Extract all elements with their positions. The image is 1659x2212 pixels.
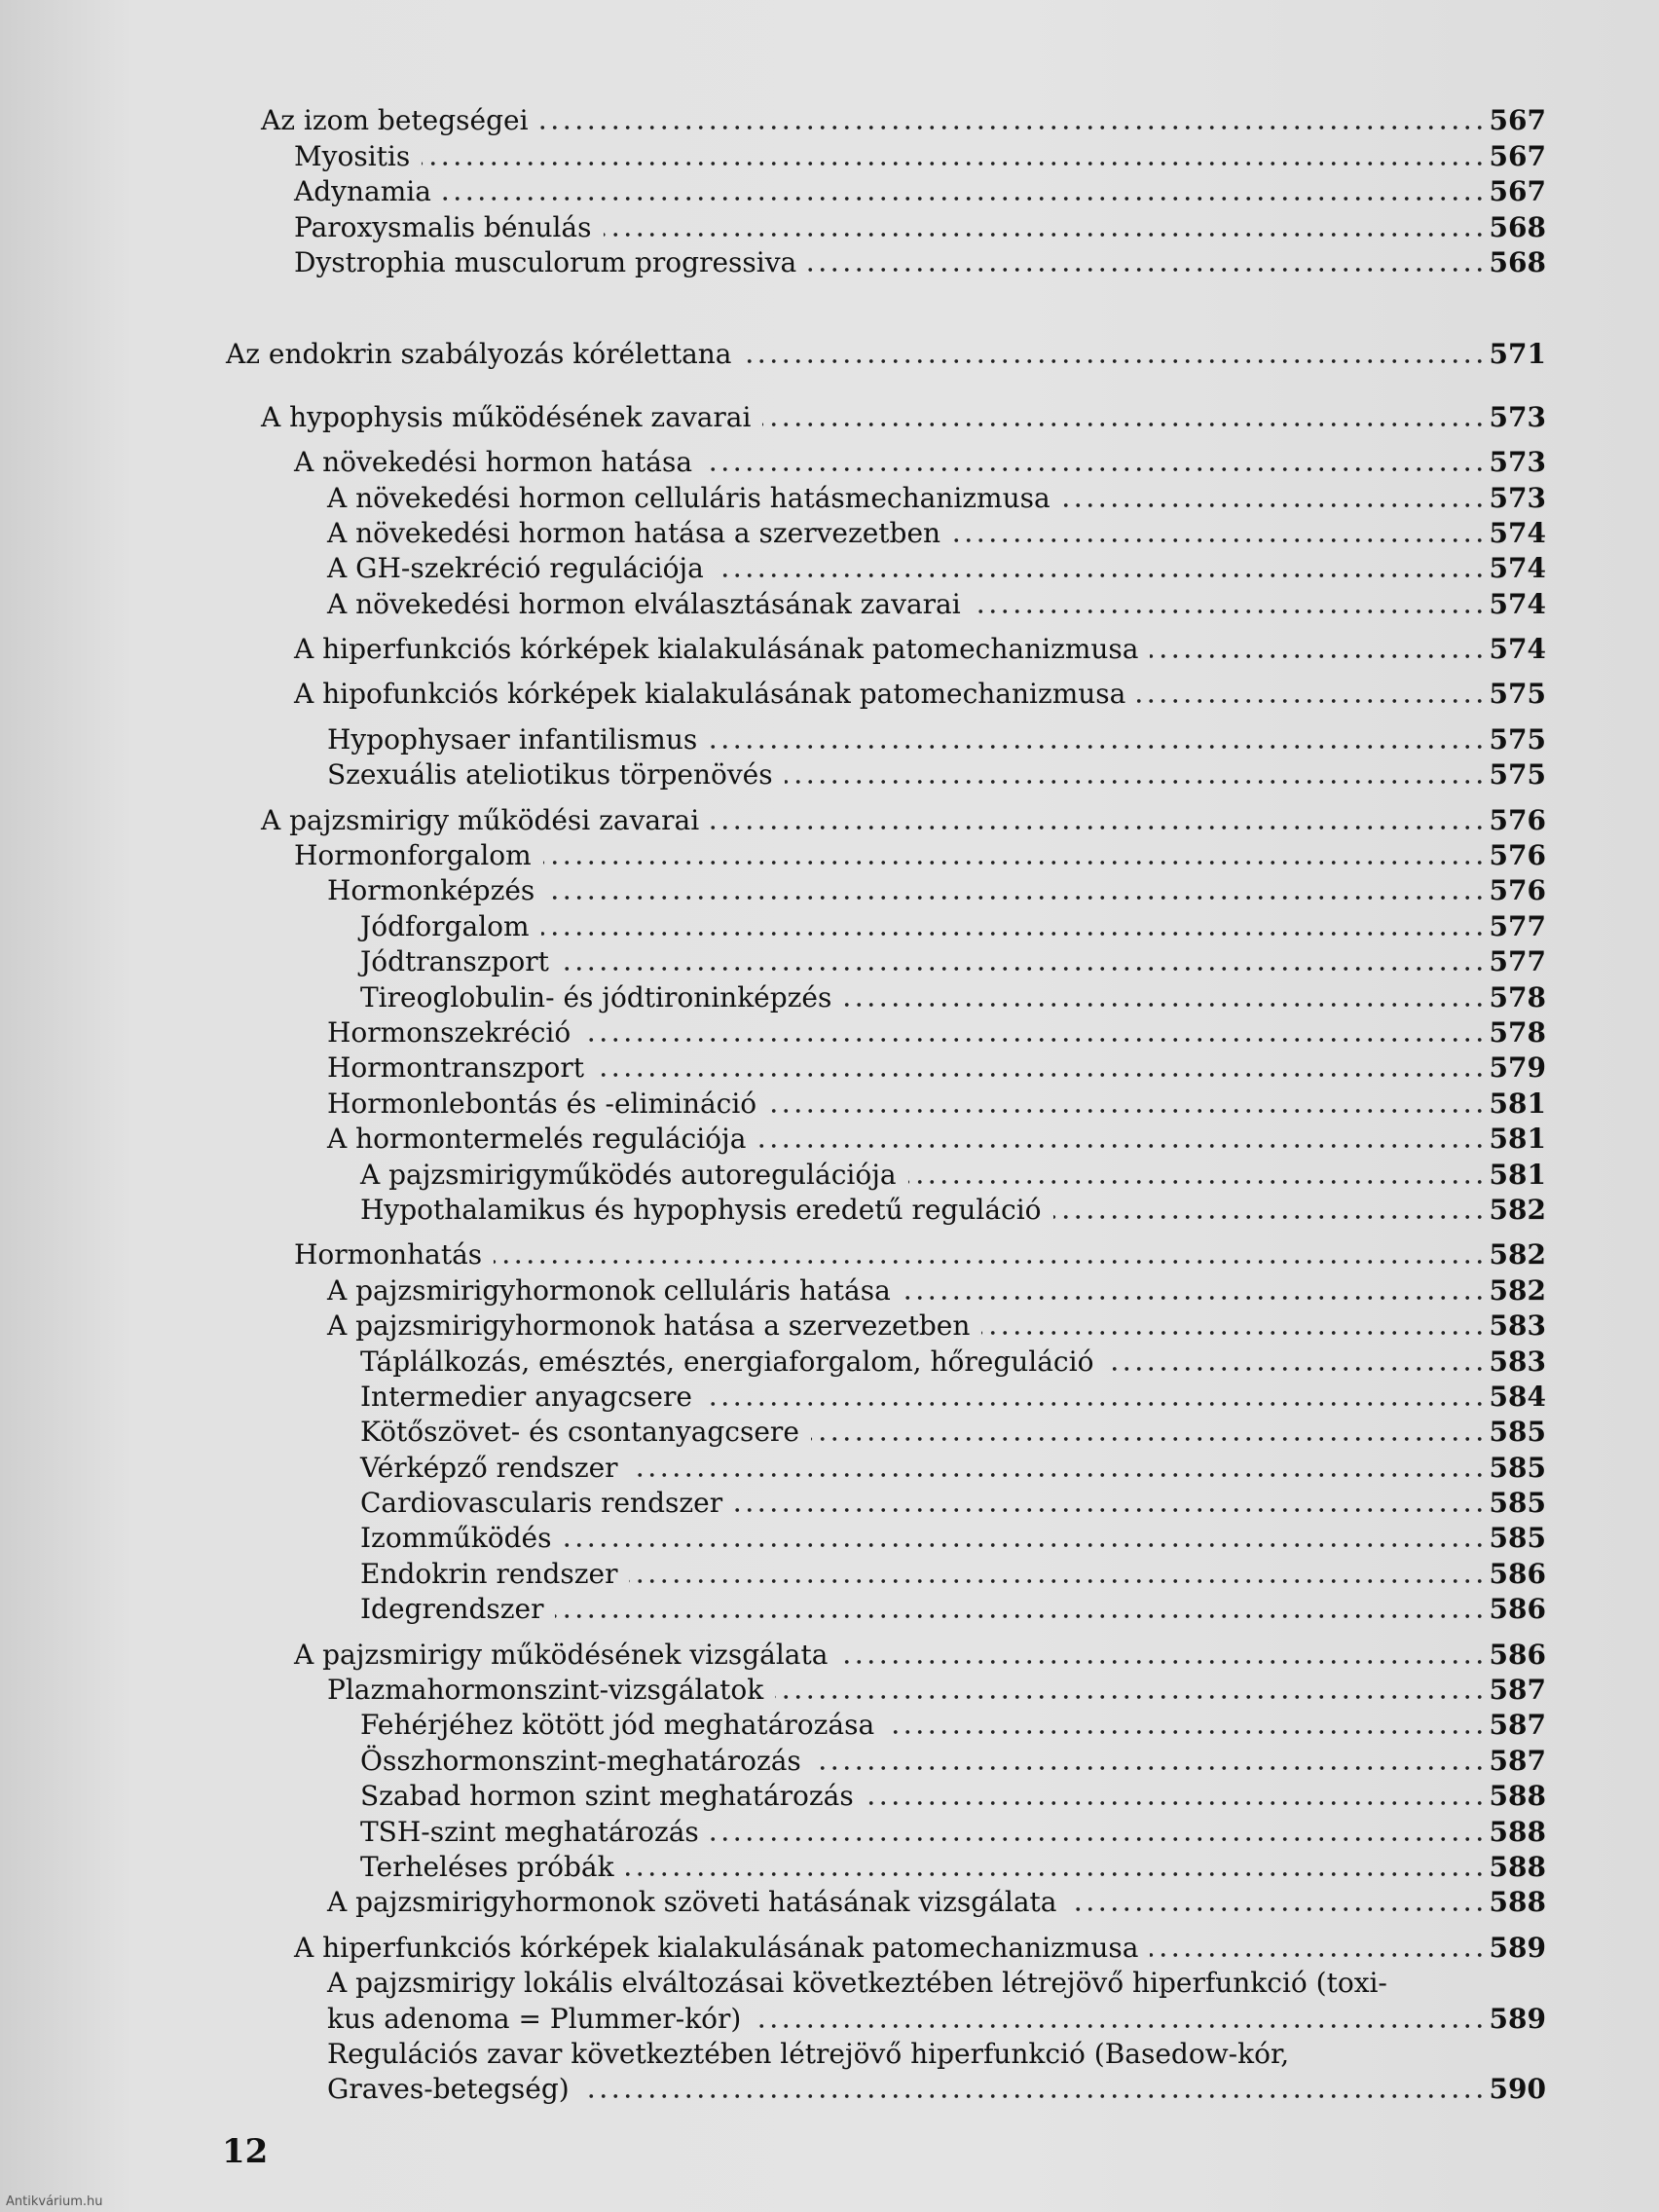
leader-dots	[422, 159, 1486, 168]
toc-entry	[0, 1488, 1659, 1523]
toc-entry	[0, 1675, 1659, 1710]
toc-entry-page: 583	[1489, 1309, 1546, 1343]
toc-entry-title: kus adenoma = Plummer-kór)	[327, 2002, 742, 2035]
toc-entry	[0, 1195, 1659, 1230]
leader-dots	[775, 1692, 1486, 1702]
leader-dots	[762, 420, 1486, 429]
toc-entry	[0, 1816, 1659, 1851]
leader-dots	[768, 1106, 1486, 1116]
toc-entry-page: 576	[1489, 839, 1546, 872]
toc-entry-title: Hypophysaer infantilismus	[327, 722, 698, 756]
leader-dots	[630, 1470, 1486, 1480]
leader-dots	[543, 858, 1486, 867]
toc-entry-page: 578	[1489, 1015, 1546, 1049]
leader-dots	[886, 1727, 1486, 1737]
toc-entry-page: 583	[1489, 1345, 1546, 1378]
section-gap	[0, 374, 1659, 401]
toc-entry-page: 575	[1489, 678, 1546, 711]
toc-entry-title: Az izom betegségei	[261, 104, 529, 137]
leader-dots	[1068, 1904, 1486, 1914]
toc-entry-title: Hormonlebontás és -elimináció	[327, 1087, 757, 1120]
leader-dots	[604, 230, 1486, 240]
leader-dots	[843, 1000, 1486, 1010]
toc-entry	[0, 1310, 1659, 1346]
toc-entry-title: Endokrin rendszer	[360, 1557, 618, 1590]
toc-entry-title: Adynamia	[294, 175, 431, 208]
toc-entry	[0, 1852, 1659, 1887]
toc-entry-page: 588	[1489, 1886, 1546, 1919]
toc-entry-title: A növekedési hormon hatása	[294, 446, 693, 479]
toc-entry-title: Graves-betegség)	[327, 2073, 570, 2106]
leader-dots	[1137, 696, 1486, 706]
watermark: Antikvárium.hu	[6, 2194, 103, 2209]
leader-dots	[973, 607, 1486, 616]
toc-entry	[0, 2003, 1659, 2038]
section-gap	[0, 437, 1659, 447]
section-gap	[0, 714, 1659, 723]
leader-dots	[711, 823, 1486, 832]
toc-entry-page: 579	[1489, 1051, 1546, 1085]
toc-entry-title: Idegrendszer	[360, 1593, 544, 1626]
toc-entry-page: 581	[1489, 1087, 1546, 1120]
toc-entry-title: A hiperfunkciós kórképek kialakulásának patomechanizmusa	[294, 633, 1139, 666]
toc-entry	[0, 339, 1659, 374]
toc-entry-page: 588	[1489, 1850, 1546, 1883]
toc-entry	[0, 723, 1659, 758]
leader-dots	[704, 464, 1486, 474]
toc-entry-title: Plazmahormonszint-vizsgálatok	[327, 1674, 764, 1707]
leader-dots	[582, 1035, 1486, 1045]
leader-dots	[839, 1657, 1486, 1667]
leader-dots	[561, 964, 1486, 974]
toc-entry-title: A hypophysis működésének zavarai	[261, 400, 752, 433]
toc-entry-title: Cardiovascularis rendszer	[360, 1487, 723, 1520]
toc-entry-title: A növekedési hormon celluláris hatásmechanizmusa	[327, 481, 1051, 514]
toc-entry	[0, 1239, 1659, 1274]
toc-entry-page: 567	[1489, 139, 1546, 172]
toc-entry	[0, 588, 1659, 623]
toc-entry	[0, 910, 1659, 945]
leader-dots	[811, 1434, 1486, 1444]
toc-entry-title: Szabad hormon szint meghatározás	[360, 1780, 854, 1813]
toc-entry	[0, 1088, 1659, 1123]
toc-entry	[0, 1017, 1659, 1052]
toc-entry-page: 588	[1489, 1815, 1546, 1848]
toc-entry-page: 585	[1489, 1487, 1546, 1520]
toc-entry-page: 587	[1489, 1744, 1546, 1777]
leader-dots	[443, 194, 1486, 203]
toc-entry-page: 582	[1489, 1238, 1546, 1272]
toc-entry-title: A hiperfunkciós kórképek kialakulásának patomechanizmusa	[294, 1931, 1139, 1964]
toc-entry-title: Jódforgalom	[360, 909, 530, 942]
toc-entry	[0, 482, 1659, 517]
toc-entry-page: 571	[1489, 338, 1546, 371]
toc-entry-page: 576	[1489, 874, 1546, 907]
leader-dots	[813, 1763, 1486, 1773]
leader-dots	[709, 742, 1486, 752]
leader-dots	[494, 1257, 1486, 1267]
toc-entry	[0, 1417, 1659, 1452]
toc-entry-page: 585	[1489, 1522, 1546, 1555]
leader-dots	[908, 1177, 1486, 1187]
toc-entry	[0, 447, 1659, 482]
leader-dots	[555, 1611, 1486, 1621]
toc-entry-page: 574	[1489, 516, 1546, 549]
toc-entry-page: 575	[1489, 758, 1546, 792]
toc-entry-title: Intermedier anyagcsere	[360, 1380, 692, 1413]
leader-dots	[866, 1798, 1486, 1808]
page-number: 12	[222, 2132, 269, 2171]
toc-entry	[0, 2039, 1659, 2074]
toc-entry-page: 575	[1489, 722, 1546, 756]
toc-entry-page: 574	[1489, 633, 1546, 666]
toc-entry	[0, 1745, 1659, 1780]
toc-entry-title: A pajzsmirigyhormonok szöveti hatásának vizsgálata	[327, 1886, 1057, 1919]
toc-entry	[0, 759, 1659, 794]
toc-entry-title: Regulációs zavar következtében létrejövő hiperfunkció (Basedow-kór,	[327, 2037, 1290, 2070]
toc-entry	[0, 1159, 1659, 1194]
toc-entry-title: Myositis	[294, 139, 411, 172]
toc-entry-title: Fehérjéhez kötött jód meghatározása	[360, 1709, 875, 1742]
toc-entry	[0, 1452, 1659, 1487]
toc-entry-page: 590	[1489, 2073, 1546, 2106]
toc-entry-page: 585	[1489, 1451, 1546, 1484]
toc-entry	[0, 1346, 1659, 1381]
toc-entry-title: A pajzsmirigyhormonok celluláris hatása	[327, 1273, 891, 1307]
leader-dots	[596, 1070, 1486, 1080]
leader-dots	[704, 1399, 1486, 1409]
leader-dots	[541, 929, 1486, 939]
toc-entry	[0, 1710, 1659, 1745]
toc-entry-title: Dystrophia musculorum progressiva	[294, 245, 797, 278]
toc-entry-title: Terheléses próbák	[360, 1850, 614, 1883]
toc-entry-title: A növekedési hormon hatása a szervezetben	[327, 516, 941, 549]
toc-entry	[0, 518, 1659, 553]
toc-entry	[0, 401, 1659, 436]
toc-entry-page: 573	[1489, 481, 1546, 514]
toc-entry	[0, 1124, 1659, 1159]
toc-entry-title: TSH-szint meghatározás	[360, 1815, 699, 1848]
toc-entry	[0, 1887, 1659, 1922]
toc-entry	[0, 1523, 1659, 1558]
leader-dots	[744, 356, 1486, 366]
toc-entry-page: 581	[1489, 1158, 1546, 1191]
toc-entry-title: Táplálkozás, emésztés, energiaforgalom, hőreguláció	[360, 1345, 1094, 1378]
leader-dots	[903, 1293, 1486, 1303]
toc-entry-page: 581	[1489, 1123, 1546, 1156]
toc-entry	[0, 553, 1659, 588]
toc-entry-title: Hormonképzés	[327, 874, 535, 907]
toc-entry	[0, 1052, 1659, 1088]
toc-entry	[0, 1639, 1659, 1674]
toc-entry-title: A pajzsmirigy lokális elváltozásai következtében létrejövő hiperfunkció (toxi-	[327, 1967, 1387, 2000]
toc-entry	[0, 247, 1659, 282]
toc-entry-title: Hormonszekréció	[327, 1015, 571, 1049]
toc-entry-page: 568	[1489, 245, 1546, 278]
toc-entry-page: 567	[1489, 175, 1546, 208]
toc-entry-title: A hipofunkciós kórképek kialakulásának patomechanizmusa	[294, 678, 1126, 711]
leader-dots	[546, 893, 1486, 903]
toc-entry-title: A pajzsmirigy működési zavarai	[261, 803, 700, 836]
toc-entry-title: Jódtranszport	[360, 945, 549, 978]
toc-entry-page: 585	[1489, 1416, 1546, 1449]
toc-entry-page: 578	[1489, 980, 1546, 1014]
toc-entry-title: Hormonhatás	[294, 1238, 483, 1272]
toc-entry	[0, 211, 1659, 246]
toc-entry-title: A GH-szekréció regulációja	[327, 552, 704, 585]
section-gap	[0, 282, 1659, 339]
leader-dots	[1062, 500, 1486, 510]
toc-entry-page: 574	[1489, 552, 1546, 585]
leader-dots	[753, 2021, 1486, 2031]
toc-entry-page: 576	[1489, 803, 1546, 836]
toc-entry-title: Az endokrin szabályozás kórélettana	[226, 338, 732, 371]
toc-entry-page: 587	[1489, 1709, 1546, 1742]
toc-entry-page: 573	[1489, 400, 1546, 433]
leader-dots	[808, 265, 1486, 275]
toc-entry-page: 573	[1489, 446, 1546, 479]
toc-entry-page: 584	[1489, 1380, 1546, 1413]
toc-entry-page: 577	[1489, 945, 1546, 978]
toc-entry	[0, 1558, 1659, 1593]
toc-entry	[0, 804, 1659, 839]
toc-entry-page: 588	[1489, 1780, 1546, 1813]
toc-entry	[0, 981, 1659, 1016]
toc-entry-page: 586	[1489, 1638, 1546, 1671]
leader-dots	[1053, 1212, 1486, 1222]
leader-dots	[734, 1505, 1486, 1515]
toc-entry	[0, 634, 1659, 669]
toc-entry-title: A növekedési hormon elválasztásának zavarai	[327, 587, 961, 620]
leader-dots	[785, 777, 1486, 787]
toc-entry	[0, 1781, 1659, 1816]
leader-dots	[981, 1328, 1486, 1338]
toc-entry-page: 586	[1489, 1593, 1546, 1626]
toc-entry-page: 586	[1489, 1557, 1546, 1590]
toc-entry	[0, 1274, 1659, 1309]
leader-dots	[1150, 1950, 1486, 1960]
table-of-contents	[0, 105, 1659, 2109]
toc-entry-title: Izomműködés	[360, 1522, 552, 1555]
toc-entry	[0, 875, 1659, 910]
toc-entry-title: Paroxysmalis bénulás	[294, 210, 592, 243]
toc-entry-title: Hypothalamikus és hypophysis eredetű reguláció	[360, 1193, 1042, 1226]
toc-entry	[0, 1968, 1659, 2003]
leader-dots	[711, 1834, 1486, 1844]
toc-entry-page: 574	[1489, 587, 1546, 620]
toc-entry-title: Kötőszövet- és csontanyagcsere	[360, 1416, 799, 1449]
toc-entry-title: Vérképző rendszer	[360, 1451, 618, 1484]
toc-entry-page: 589	[1489, 2002, 1546, 2035]
leader-dots	[1150, 651, 1486, 661]
toc-entry-title: Összhormonszint-meghatározás	[360, 1744, 801, 1777]
toc-entry-title: Tireoglobulin- és jódtironinképzés	[360, 980, 832, 1014]
leader-dots	[952, 535, 1486, 545]
toc-entry-page: 568	[1489, 210, 1546, 243]
toc-entry	[0, 2074, 1659, 2109]
toc-entry	[0, 946, 1659, 981]
toc-entry-page: 587	[1489, 1674, 1546, 1707]
toc-entry	[0, 105, 1659, 140]
toc-entry-page: 567	[1489, 104, 1546, 137]
toc-entry-title: Szexuális ateliotikus törpenövés	[327, 758, 773, 792]
leader-dots	[626, 1869, 1486, 1879]
toc-entry-page: 577	[1489, 909, 1546, 942]
toc-entry	[0, 176, 1659, 211]
toc-entry	[0, 1932, 1659, 1967]
toc-entry-title: A pajzsmirigyhormonok hatása a szervezetben	[327, 1309, 971, 1343]
section-gap	[0, 1922, 1659, 1932]
section-gap	[0, 1230, 1659, 1239]
toc-entry	[0, 140, 1659, 175]
toc-entry-page: 582	[1489, 1193, 1546, 1226]
toc-entry-title: Hormontranszport	[327, 1051, 585, 1085]
leader-dots	[540, 123, 1486, 132]
toc-entry-title: A pajzsmirigy működésének vizsgálata	[294, 1638, 829, 1671]
toc-entry-title: Hormonforgalom	[294, 839, 532, 872]
toc-entry	[0, 1382, 1659, 1417]
section-gap	[0, 1629, 1659, 1639]
leader-dots	[581, 2091, 1486, 2101]
leader-dots	[564, 1540, 1486, 1550]
toc-entry-title: A pajzsmirigyműködés autoregulációja	[360, 1158, 897, 1191]
toc-entry	[0, 1594, 1659, 1629]
leader-dots	[1105, 1364, 1486, 1374]
leader-dots	[757, 1141, 1486, 1151]
toc-entry-page: 589	[1489, 1931, 1546, 1964]
toc-entry-title: A hormontermelés regulációja	[327, 1123, 747, 1156]
leader-dots	[629, 1576, 1486, 1586]
toc-entry	[0, 679, 1659, 714]
leader-dots	[716, 571, 1486, 580]
toc-entry	[0, 840, 1659, 875]
section-gap	[0, 794, 1659, 804]
toc-entry-page: 582	[1489, 1273, 1546, 1307]
